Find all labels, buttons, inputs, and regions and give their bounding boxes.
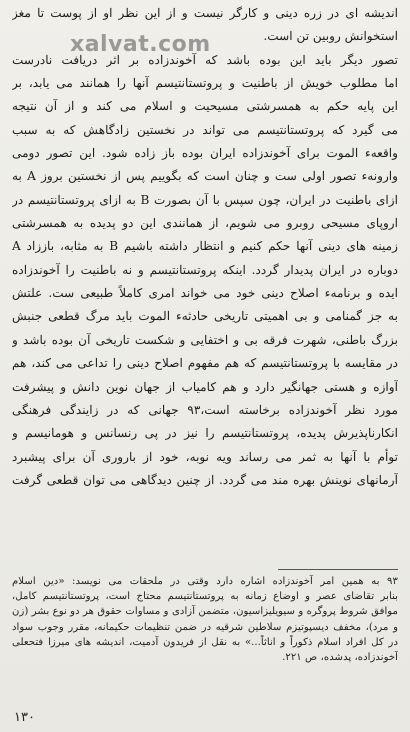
body-line: مورد نظر آخوندزاده برخاسته است،۹۳ جهانی که در زایندگی فرهنگی xyxy=(12,402,398,417)
body-line: ایده و برنامهء اصلاح دینی خود می خواند امری کاملاً طبیعی ست. علتش xyxy=(12,286,398,301)
footnote-divider xyxy=(278,569,398,570)
body-text xyxy=(12,2,398,492)
body-line: می گیرد که پروتستانتیسم می تواند در نخستین زادگاهش که به سبب xyxy=(12,122,398,137)
body-line: آرمانهای نوینش بهره مند می گردد. از چنین دیدگاهی می توان قطعی گرفت xyxy=(12,472,398,487)
watermark: xalvat.com xyxy=(70,32,211,57)
body-line: تصور دیگر باید این بوده باشد که آخوندزاده بر اثر دریافت نادرست xyxy=(12,52,398,67)
body-line: وارونهء تصور اولی ست و چنان است که بگوییم پس از نخستین بروز A به xyxy=(12,169,398,184)
footnote-line: آخوندزاده، پدشده، ص ۲۲۱. xyxy=(282,651,398,663)
body-line: آوازه و هستی جهانگیر دارد و هم کامیاب از جهان نوین دانش و پیشرفت xyxy=(12,379,398,394)
body-line: زمینه های دینی آنها حکم کنیم و انتظار داشته باشیم B به مثابه، باززاد A xyxy=(12,239,398,254)
body-line: در مقایسه با پروتستانتیسم که هم مفهوم اصلاح دینی را تداعی می کند، هم xyxy=(12,356,398,371)
body-line: اندیشه ای در زره دینی و کارگر نیست و از این نظر او از پوست تا مغز xyxy=(12,6,398,20)
body-line: واقعهء الموت برای آخوندزاده ایران بوده باز زاده شود. این تصور دومی xyxy=(12,146,398,161)
footnote-line: موافق شروط پروگره و سیویلیزاسیون، متضمن آزادی و مساوات حقوق هر دو نوع بشر (زن xyxy=(12,606,398,618)
body-line: اما مطلوب خویش از باطنیت و پروتستانتیسم آنها را همانند می یابد، بر xyxy=(12,76,398,91)
footnote xyxy=(12,574,398,665)
body-line: این پایه حکم به همسرشتی مسیحیت و اسلام می کند و از آن نتیجه xyxy=(12,99,398,114)
body-line: دوباره در ایران پدیدار گردد. اینکه پروتستانتیسم و نه باطنیت را آخوندزاده xyxy=(12,262,398,277)
page-number: ۱۳۰ xyxy=(14,710,35,725)
body-line: بزرگ باطنی، شهرت فرقه بی و اختفایی و شکست تاریخی آن بوده باشد و xyxy=(12,332,398,347)
body-line: اروپای مسیحی روبرو می شویم، از همانندی این دو پدیده به همسرشتی xyxy=(12,216,398,231)
body-line: به جز گمنامی و بی اهمیتی تاریخی حادثهء الموت باید مرگ قطعی جنبش xyxy=(12,309,398,324)
body-line: انکارناپذیرش پدیده، پروتستانتیسم را نیز در پی رنسانس و هومانیسم و xyxy=(12,426,398,441)
footnote-line: بنابر تقاضای عصر و اوضاع زمانه به پروتستانتیسم محتاج است، پروتستانتیسم کامل، xyxy=(12,591,398,603)
footnote-line: ۹۳ به همین امر آخوندزاده اشاره دارد وقتی در ملحقات می نویسد: «دین اسلام xyxy=(12,576,398,587)
body-line: ازای باطنیت در ایران، چون سپس با آن بصورت B به ازای پروتستانتیسم در xyxy=(12,192,398,207)
body-line: توأم با آنها به ثمر می رساند ویه نوبه، خود از باروری آن برای پیشبرد xyxy=(12,449,398,464)
body-line: استخوانش روبین تن است. xyxy=(263,29,398,44)
footnote-line: و مرد)، مخفف دیسپوتیزم سلاطین شرقیه در ضمن تنظیمات حکیمانه، مقرر وجوب سواد xyxy=(12,621,398,633)
footnote-line: در کل افراد اسلام ذکوراً و اناثاً...» به نقل از فریدون آدمیت، اندیشه های میرزا فتحعلی xyxy=(12,636,398,648)
